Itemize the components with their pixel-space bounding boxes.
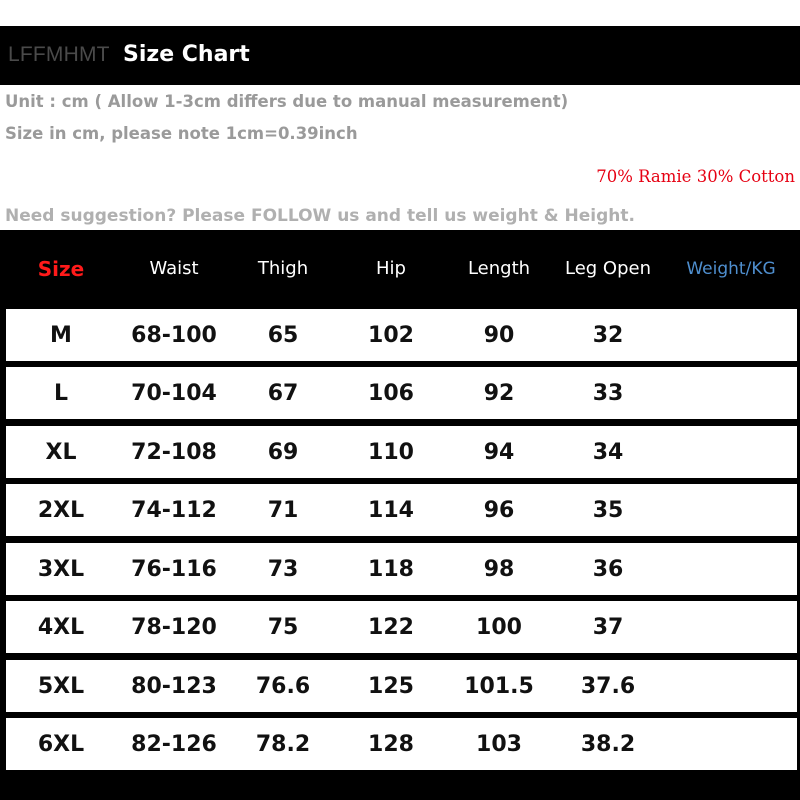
cell-waist: 74-112 [131,498,217,523]
table-row [6,309,797,361]
table-row [6,426,797,478]
cell-hip: 110 [368,440,414,465]
cell-leg-open: 36 [592,557,624,582]
cell-leg-open: 33 [592,381,624,406]
cell-leg-open: 37.6 [580,674,636,699]
cell-waist: 82-126 [131,732,217,757]
cell-size: 2XL [37,498,85,523]
cell-length: 96 [483,498,515,523]
cell-size: 5XL [37,674,85,699]
cell-length: 98 [483,557,515,582]
unit-note: Unit : cm ( Allow 1-3cm differs due to manual measurement) [5,92,569,111]
cell-hip: 128 [368,732,414,757]
cell-hip: 106 [368,381,414,406]
cell-size: XL [45,440,77,465]
cell-waist: 78-120 [131,615,217,640]
cell-size: 4XL [37,615,85,640]
cell-leg-open: 32 [592,323,624,348]
cell-hip: 122 [368,615,414,640]
title-bar [0,26,800,85]
cell-waist: 70-104 [131,381,217,406]
cell-length: 94 [483,440,515,465]
cell-waist: 72-108 [131,440,217,465]
table-row [6,543,797,595]
brand-name: LFFMHMT [8,43,110,66]
conversion-note: Size in cm, please note 1cm=0.39inch [5,124,358,143]
material-note: 70% Ramie 30% Cotton [596,167,795,186]
cell-thigh: 76.6 [255,674,311,699]
cell-length: 90 [483,323,515,348]
cell-hip: 118 [368,557,414,582]
cell-thigh: 73 [267,557,299,582]
cell-hip: 114 [368,498,414,523]
cell-thigh: 69 [267,440,299,465]
cell-size: 6XL [37,732,85,757]
column-header-hip: Hip [376,258,406,279]
cell-waist: 68-100 [131,323,217,348]
column-header-leg-open: Leg Open [564,258,652,279]
page-title: Size Chart [123,42,250,67]
cell-length: 101.5 [464,674,534,699]
table-row [6,484,797,536]
cell-length: 92 [483,381,515,406]
table-header-row [0,230,800,306]
column-header-thigh: Thigh [257,258,309,279]
cell-size: L [53,381,69,406]
cell-thigh: 71 [267,498,299,523]
cell-length: 100 [476,615,522,640]
column-header-waist: Waist [149,258,199,279]
cell-waist: 80-123 [131,674,217,699]
cell-hip: 102 [368,323,414,348]
cell-length: 103 [476,732,522,757]
cell-thigh: 78.2 [255,732,311,757]
cell-leg-open: 38.2 [580,732,636,757]
cell-hip: 125 [368,674,414,699]
column-header-size: Size [37,257,85,281]
cell-thigh: 65 [267,323,299,348]
column-header-weight: Weight/KG [686,259,776,279]
table-row [6,367,797,419]
cell-waist: 76-116 [131,557,217,582]
table-row [6,718,797,770]
cell-leg-open: 35 [592,498,624,523]
table-row [6,601,797,653]
cell-leg-open: 34 [592,440,624,465]
suggestion-note: Need suggestion? Please FOLLOW us and tell us weight & Height. [5,206,635,226]
table-row [6,660,797,712]
info-panel [0,85,800,230]
column-header-length: Length [467,258,531,279]
cell-leg-open: 37 [592,615,624,640]
cell-thigh: 67 [267,381,299,406]
cell-thigh: 75 [267,615,299,640]
cell-size: M [50,323,72,348]
cell-size: 3XL [37,557,85,582]
size-table [0,230,800,800]
